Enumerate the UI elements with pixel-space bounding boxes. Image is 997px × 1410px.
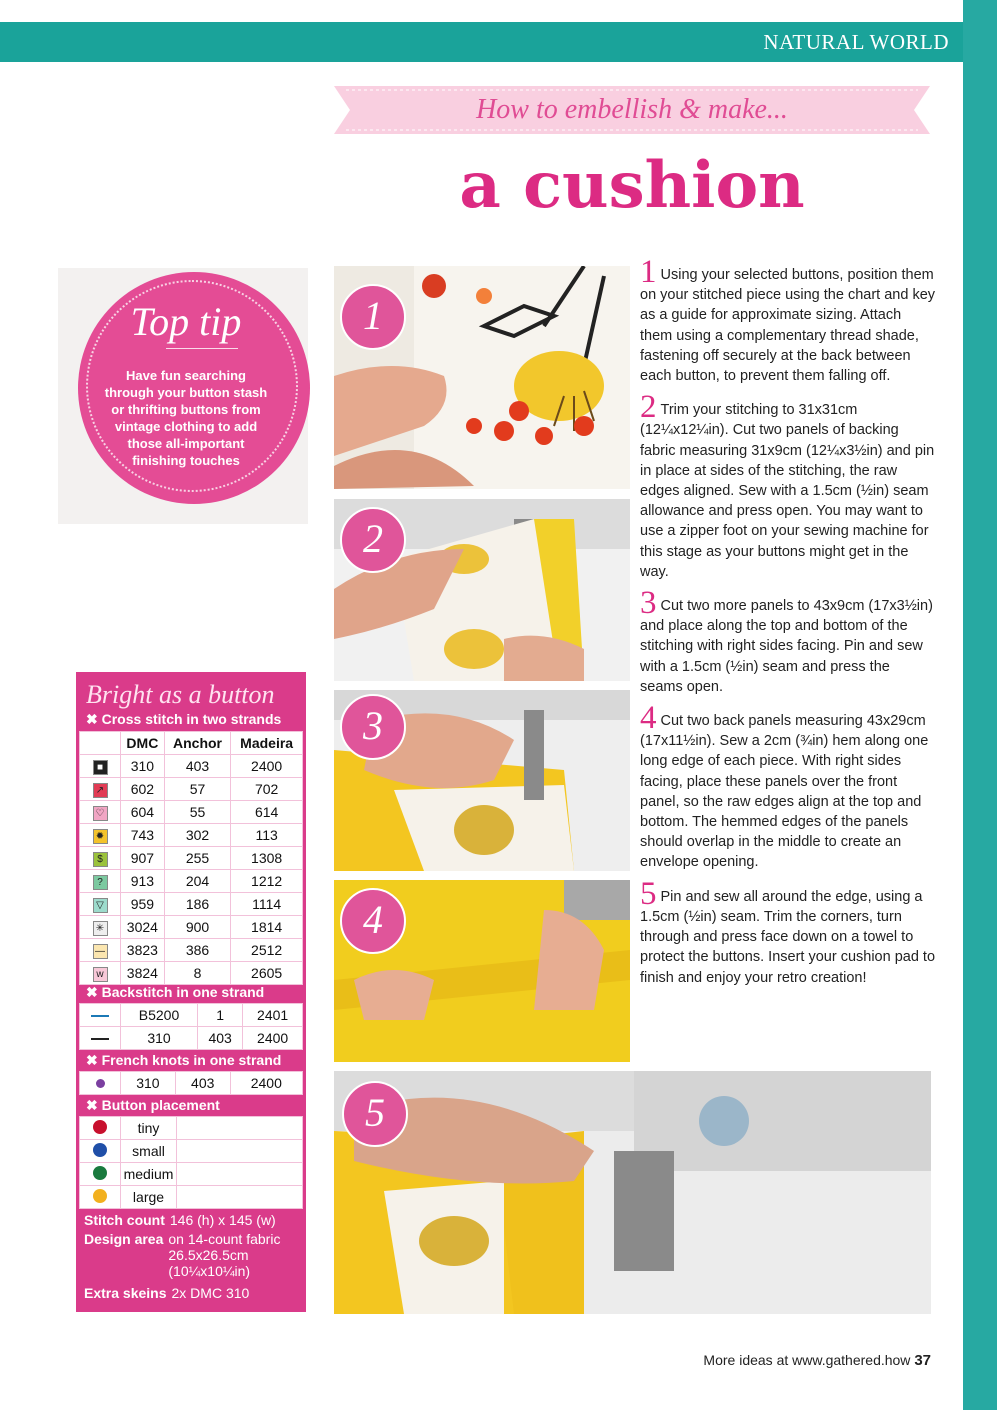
footer-link[interactable]: More ideas at www.gathered.how <box>703 1352 911 1368</box>
line-icon <box>91 1015 109 1017</box>
button-size-cell: large <box>121 1186 177 1209</box>
anchor-cell: 403 <box>175 1072 230 1095</box>
column-header: DMC <box>121 732 165 755</box>
swatch-icon: ? <box>93 875 108 890</box>
dmc-cell: B5200 <box>121 1004 198 1027</box>
step-5-photo <box>334 1071 931 1314</box>
symbol-cell <box>80 1027 121 1050</box>
table-row <box>80 916 303 939</box>
madeira-cell: 1114 <box>231 893 303 916</box>
french-knots-table <box>79 1071 303 1095</box>
banner-text: How to embellish & make... <box>476 94 788 125</box>
symbol-cell <box>80 1072 121 1095</box>
table-row <box>80 1140 303 1163</box>
page-title: a cushion <box>459 148 805 223</box>
symbol-cell <box>80 755 121 778</box>
tip-text: Have fun searching through your button stash or thrifting buttons from vintage clothing to add those all-important finishing touches <box>104 368 268 468</box>
step-5-illustration <box>334 1071 931 1314</box>
madeira-cell: 1814 <box>231 916 303 939</box>
anchor-cell: 403 <box>164 755 231 778</box>
stitch-count-value: 146 (h) x 145 (w) <box>169 1212 276 1228</box>
design-area-value: on 14-count fabric 26.5x26.5cm (10¼x10¼in) <box>168 1231 281 1279</box>
step-1: 1 Using your selected buttons, position them on your stitched piece using the chart and key as a guide for approximate sizing. Attach them using a complementary thread shade, fastening off securely at the back between each button, to prevent them falling off. <box>640 254 936 385</box>
madeira-cell: 2400 <box>243 1027 303 1050</box>
anchor-cell: 57 <box>164 778 231 801</box>
madeira-cell: 1212 <box>231 870 303 893</box>
stitch-count-label: Stitch count <box>84 1212 165 1228</box>
step-2-photo <box>334 499 630 681</box>
table-row <box>80 1186 303 1209</box>
swatch-icon: $ <box>93 852 108 867</box>
madeira-cell: 2605 <box>231 962 303 985</box>
design-area-label: Design area <box>84 1231 164 1247</box>
button-size-cell: medium <box>121 1163 177 1186</box>
step-1-photo <box>334 266 630 489</box>
step-4: 4 Cut two back panels measuring 43x29cm (17x11½in). Sew a 2cm (¾in) hem along one long edge of each piece. With right sides facing, place these panels over the front panel, so the raw edges align at the top and bottom. The hemmed edges of the panels should overlap in the middle to create an envelope opening. <box>640 700 929 871</box>
empty-cell <box>177 1117 303 1140</box>
dmc-cell: 913 <box>121 870 165 893</box>
button-size-cell: small <box>121 1140 177 1163</box>
step-5: 5 Pin and sew all around the edge, using a 1.5cm (½in) seam. Trim the corners, turn through and press face down on a towel to protect the buttons. Insert your cushion pad to finish and enjoy your retro creation! <box>640 875 936 986</box>
extra-skeins-label: Extra skeins <box>84 1285 167 1301</box>
table-row <box>80 870 303 893</box>
button-icon <box>93 1189 107 1203</box>
side-band <box>963 0 997 1410</box>
backstitch-table <box>79 1003 303 1050</box>
dmc-cell: 602 <box>121 778 165 801</box>
symbol-cell <box>80 939 121 962</box>
footer <box>703 1352 931 1369</box>
swatch-icon: ■ <box>93 760 108 775</box>
madeira-cell: 2400 <box>230 1072 302 1095</box>
backstitch-header: ✖ Backstitch in one strand <box>86 984 265 1000</box>
tip-title: Top tip <box>130 299 242 344</box>
table-row <box>80 824 303 847</box>
cross-stitch-header: ✖ Cross stitch in two strands <box>86 711 282 727</box>
madeira-cell: 2401 <box>243 1004 303 1027</box>
step-5-number: 5 <box>342 1081 408 1147</box>
symbol-cell <box>80 801 121 824</box>
step-1-number: 1 <box>340 284 406 350</box>
anchor-cell: 1 <box>198 1004 243 1027</box>
symbol-cell <box>80 824 121 847</box>
step-4-number: 4 <box>340 888 406 954</box>
swatch-icon: ✹ <box>93 829 108 844</box>
cross-stitch-table <box>79 731 303 985</box>
madeira-cell: 702 <box>231 778 303 801</box>
extra-skeins-value: 2x DMC 310 <box>171 1285 250 1301</box>
table-row <box>80 1117 303 1140</box>
symbol-cell <box>80 847 121 870</box>
key-title: Bright as a button <box>86 680 275 709</box>
table-row <box>80 893 303 916</box>
table-row <box>80 1004 303 1027</box>
dmc-cell: 310 <box>121 755 165 778</box>
anchor-cell: 386 <box>164 939 231 962</box>
madeira-cell: 2400 <box>231 755 303 778</box>
symbol-cell <box>80 1140 121 1163</box>
button-placement-table <box>79 1116 303 1209</box>
column-header: Anchor <box>164 732 231 755</box>
table-row <box>80 1027 303 1050</box>
empty-cell <box>177 1163 303 1186</box>
empty-cell <box>177 1140 303 1163</box>
anchor-cell: 204 <box>164 870 231 893</box>
table-header-row <box>80 732 303 755</box>
symbol-cell <box>80 1117 121 1140</box>
table-row <box>80 847 303 870</box>
knot-icon <box>96 1079 105 1088</box>
button-icon <box>93 1166 107 1180</box>
button-placement-header: ✖ Button placement <box>86 1097 220 1113</box>
step-3-number: 3 <box>340 694 406 760</box>
dmc-cell: 310 <box>121 1027 198 1050</box>
symbol-cell <box>80 870 121 893</box>
dmc-cell: 3823 <box>121 939 165 962</box>
dmc-cell: 907 <box>121 847 165 870</box>
symbol-cell <box>80 778 121 801</box>
section-label: NATURAL WORLD <box>763 30 949 54</box>
anchor-cell: 186 <box>164 893 231 916</box>
column-header: Madeira <box>231 732 303 755</box>
dmc-cell: 604 <box>121 801 165 824</box>
table-row <box>80 1072 303 1095</box>
madeira-cell: 1308 <box>231 847 303 870</box>
swatch-icon: ↗ <box>93 783 108 798</box>
swatch-icon: w <box>93 967 108 982</box>
madeira-cell: 614 <box>231 801 303 824</box>
step-2: 2 Trim your stitching to 31x31cm (12¼x12¼in). Cut two panels of backing fabric measuring 31x9cm (12¼x3½in) and pin in place at sides of the stitching, the raw edges aligned. Sew with a 1.5cm (½in) seam allowance and press open. You may want to use a zipper foot on your sewing machine for this stage as your buttons might get in the way. <box>640 389 935 580</box>
anchor-cell: 8 <box>164 962 231 985</box>
table-row <box>80 755 303 778</box>
swatch-icon: ▽ <box>93 898 108 913</box>
symbol-cell <box>80 1004 121 1027</box>
symbol-cell <box>80 1163 121 1186</box>
anchor-cell: 302 <box>164 824 231 847</box>
swatch-icon: ♡ <box>93 806 108 821</box>
step-3-photo <box>334 690 630 871</box>
symbol-cell <box>80 962 121 985</box>
swatch-icon: ✳ <box>93 921 108 936</box>
madeira-cell: 113 <box>231 824 303 847</box>
instructions <box>640 254 936 999</box>
line-icon <box>91 1038 109 1040</box>
dmc-cell: 3824 <box>121 962 165 985</box>
table-row <box>80 801 303 824</box>
tip-divider <box>166 348 238 349</box>
symbol-cell <box>80 1186 121 1209</box>
step-3: 3 Cut two more panels to 43x9cm (17x3½in) and place along the top and bottom of the stitching with right sides facing. Pin and sew with a 1.5cm (½in) seam and press the seams open. <box>640 585 933 695</box>
dmc-cell: 310 <box>121 1072 176 1095</box>
dmc-cell: 743 <box>121 824 165 847</box>
table-row <box>80 1163 303 1186</box>
dmc-cell: 3024 <box>121 916 165 939</box>
table-row <box>80 778 303 801</box>
french-knots-header: ✖ French knots in one strand <box>86 1052 282 1068</box>
button-icon <box>93 1120 107 1134</box>
symbol-cell <box>80 916 121 939</box>
symbol-cell <box>80 893 121 916</box>
button-icon <box>93 1143 107 1157</box>
anchor-cell: 55 <box>164 801 231 824</box>
pattern-stats <box>84 1212 304 1304</box>
step-2-number: 2 <box>340 507 406 573</box>
swatch-icon: — <box>93 944 108 959</box>
anchor-cell: 900 <box>164 916 231 939</box>
table-row <box>80 939 303 962</box>
anchor-cell: 403 <box>198 1027 243 1050</box>
dmc-cell: 959 <box>121 893 165 916</box>
madeira-cell: 2512 <box>231 939 303 962</box>
table-row <box>80 962 303 985</box>
empty-cell <box>177 1186 303 1209</box>
page-number: 37 <box>914 1352 931 1369</box>
anchor-cell: 255 <box>164 847 231 870</box>
step-4-photo <box>334 880 630 1062</box>
button-size-cell: tiny <box>121 1117 177 1140</box>
